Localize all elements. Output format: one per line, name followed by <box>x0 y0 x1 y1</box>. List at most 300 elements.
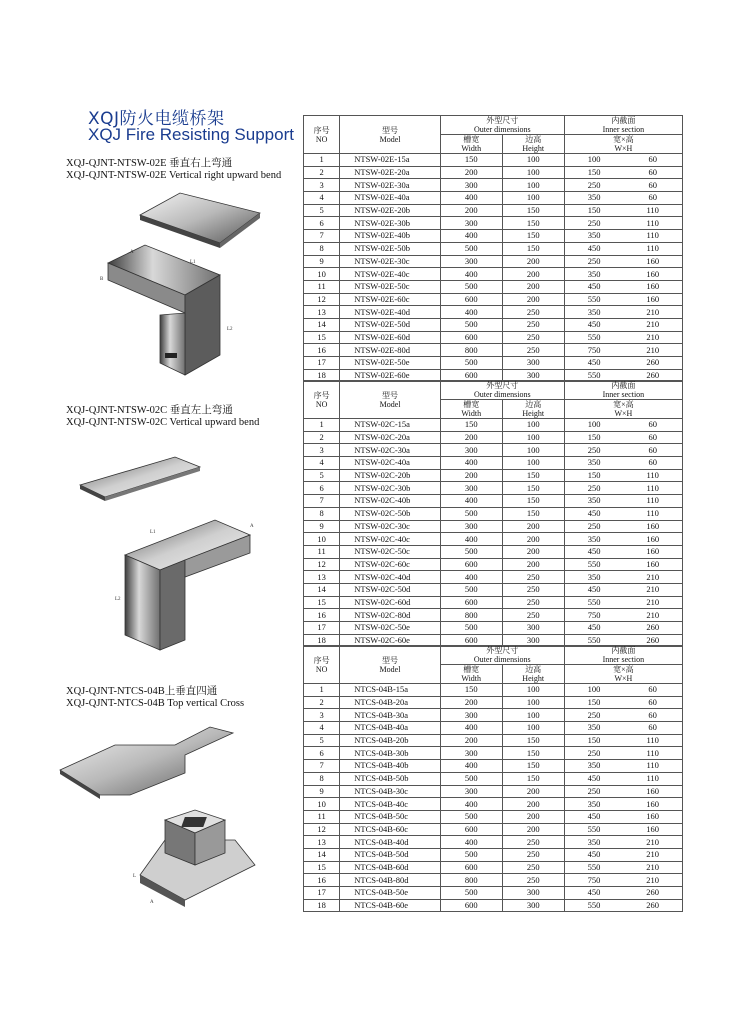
row-model: NTSW-02E-30c <box>340 255 441 268</box>
row-model: NTSW-02C-30b <box>340 482 441 495</box>
row-width: 600 <box>440 558 502 571</box>
row-width: 300 <box>440 255 502 268</box>
row-height: 250 <box>502 836 564 849</box>
header-model: 型号 Model <box>340 646 440 684</box>
row-inner-height: 60 <box>623 431 682 444</box>
header-height: 边高 Height <box>502 135 564 154</box>
row-inner-height: 260 <box>623 899 682 912</box>
row-height: 250 <box>502 583 564 596</box>
table-row <box>304 772 683 785</box>
table-row <box>304 874 683 887</box>
row-no: 6 <box>304 747 340 760</box>
row-model: NTSW-02E-40c <box>340 268 441 281</box>
product-label-cn: XQJ-QJNT-NTSW-02C 垂直左上弯通 <box>66 405 233 416</box>
row-model: NTCS-04B-20b <box>340 734 440 747</box>
row-inner-height: 210 <box>623 583 682 596</box>
row-height: 200 <box>502 293 564 306</box>
header-outer: 外型尺寸 Outer dimensions <box>440 381 564 400</box>
product-label-2 <box>66 405 259 429</box>
row-model: NTSW-02C-20b <box>340 469 441 482</box>
row-height: 250 <box>502 596 564 609</box>
row-no: 2 <box>304 696 340 709</box>
row-no: 6 <box>304 482 340 495</box>
page-title-en: XQJ Fire Resisting Support <box>88 125 294 144</box>
row-height: 100 <box>502 684 564 697</box>
row-height: 150 <box>502 242 564 255</box>
row-model: NTCS-04B-15a <box>340 684 440 697</box>
table-row <box>304 444 683 457</box>
row-inner-height: 160 <box>623 558 682 571</box>
row-model: NTSW-02E-50e <box>340 357 441 370</box>
row-no: 11 <box>304 280 340 293</box>
row-no: 1 <box>304 419 340 432</box>
row-no: 2 <box>304 166 340 179</box>
row-width: 500 <box>440 280 502 293</box>
row-inner-height: 110 <box>623 469 682 482</box>
row-model: NTSW-02C-40b <box>340 495 441 508</box>
row-inner-height: 60 <box>623 684 682 697</box>
row-width: 300 <box>440 482 502 495</box>
row-inner-width: 550 <box>564 596 623 609</box>
row-model: NTCS-04B-40c <box>340 798 440 811</box>
row-no: 17 <box>304 357 340 370</box>
row-inner-width: 250 <box>564 709 623 722</box>
row-inner-height: 60 <box>623 154 682 167</box>
table-row <box>304 810 683 823</box>
row-inner-height: 110 <box>623 230 682 243</box>
row-width: 600 <box>440 823 502 836</box>
row-model: NTSW-02C-60c <box>340 558 441 571</box>
row-inner-width: 550 <box>564 634 623 647</box>
row-width: 400 <box>440 230 502 243</box>
row-inner-width: 350 <box>564 533 623 546</box>
row-no: 14 <box>304 848 340 861</box>
row-inner-width: 450 <box>564 318 623 331</box>
header-width: 槽宽 Width <box>440 400 502 419</box>
row-inner-height: 210 <box>623 836 682 849</box>
row-height: 100 <box>502 457 564 470</box>
row-height: 100 <box>502 166 564 179</box>
row-height: 150 <box>502 482 564 495</box>
row-height: 150 <box>502 204 564 217</box>
row-no: 11 <box>304 810 340 823</box>
row-inner-width: 350 <box>564 306 623 319</box>
row-width: 400 <box>440 571 502 584</box>
row-model: NTCS-04B-50d <box>340 848 440 861</box>
row-inner-width: 450 <box>564 280 623 293</box>
header-no: 序号 NO <box>304 116 340 154</box>
row-inner-height: 110 <box>623 482 682 495</box>
row-inner-width: 550 <box>564 369 623 382</box>
table-row <box>304 583 683 596</box>
row-no: 9 <box>304 255 340 268</box>
row-inner-width: 350 <box>564 760 623 773</box>
table-row <box>304 887 683 900</box>
row-model: NTCS-04B-50b <box>340 772 440 785</box>
row-model: NTSW-02C-30c <box>340 520 441 533</box>
row-height: 150 <box>502 230 564 243</box>
row-model: NTSW-02E-30a <box>340 179 441 192</box>
row-inner-width: 350 <box>564 268 623 281</box>
row-model: NTCS-04B-50e <box>340 887 440 900</box>
row-no: 15 <box>304 331 340 344</box>
row-model: NTCS-04B-60d <box>340 861 440 874</box>
row-inner-width: 350 <box>564 798 623 811</box>
row-inner-height: 160 <box>623 545 682 558</box>
table-row <box>304 596 683 609</box>
row-height: 200 <box>502 280 564 293</box>
row-width: 300 <box>440 444 502 457</box>
row-no: 4 <box>304 722 340 735</box>
spec-table-04b <box>303 645 683 912</box>
row-no: 13 <box>304 306 340 319</box>
row-height: 150 <box>502 469 564 482</box>
dimension-label-a: A <box>250 524 254 529</box>
row-inner-height: 60 <box>623 166 682 179</box>
row-model: NTSW-02E-60c <box>340 293 441 306</box>
row-height: 200 <box>502 810 564 823</box>
row-height: 200 <box>502 255 564 268</box>
table-row <box>304 457 683 470</box>
row-inner-height: 110 <box>623 507 682 520</box>
row-inner-height: 110 <box>623 495 682 508</box>
row-width: 500 <box>440 242 502 255</box>
row-width: 400 <box>440 760 502 773</box>
table-row <box>304 785 683 798</box>
row-inner-width: 250 <box>564 785 623 798</box>
row-inner-height: 160 <box>623 798 682 811</box>
row-inner-width: 250 <box>564 179 623 192</box>
row-no: 13 <box>304 571 340 584</box>
row-inner-width: 350 <box>564 571 623 584</box>
row-model: NTCS-04B-80d <box>340 874 440 887</box>
dimension-label-a: A <box>130 250 134 255</box>
row-inner-height: 110 <box>623 242 682 255</box>
row-width: 500 <box>440 887 502 900</box>
header-outer: 外型尺寸 Outer dimensions <box>440 646 564 665</box>
row-height: 100 <box>502 154 564 167</box>
table-row <box>304 520 683 533</box>
row-inner-height: 110 <box>623 760 682 773</box>
row-model: NTCS-04B-30b <box>340 747 440 760</box>
row-model: NTSW-02C-60d <box>340 596 441 609</box>
row-no: 18 <box>304 369 340 382</box>
row-height: 150 <box>502 217 564 230</box>
row-width: 600 <box>440 596 502 609</box>
row-inner-height: 210 <box>623 609 682 622</box>
row-height: 200 <box>502 798 564 811</box>
table-row <box>304 760 683 773</box>
row-model: NTCS-04B-40d <box>340 836 440 849</box>
row-no: 11 <box>304 545 340 558</box>
row-inner-height: 210 <box>623 331 682 344</box>
row-height: 200 <box>502 545 564 558</box>
row-height: 150 <box>502 760 564 773</box>
row-no: 15 <box>304 596 340 609</box>
row-height: 100 <box>502 431 564 444</box>
row-model: NTSW-02E-20a <box>340 166 441 179</box>
header-no: 序号 NO <box>304 381 340 419</box>
dimension-label-l2: L2 <box>115 597 121 602</box>
row-inner-width: 350 <box>564 495 623 508</box>
vertical-right-upward-bend-illustration <box>80 185 280 385</box>
table-row <box>304 293 683 306</box>
row-width: 300 <box>440 747 502 760</box>
row-no: 2 <box>304 431 340 444</box>
table-row <box>304 482 683 495</box>
header-inner: 内截面 Inner section <box>564 381 682 400</box>
row-width: 500 <box>440 622 502 635</box>
row-no: 1 <box>304 154 340 167</box>
product-label-3 <box>66 686 244 710</box>
product-label-en: XQJ-QJNT-NTSW-02E Vertical right upward bend <box>66 170 282 181</box>
row-no: 17 <box>304 887 340 900</box>
row-width: 800 <box>440 609 502 622</box>
row-height: 150 <box>502 507 564 520</box>
row-width: 200 <box>440 469 502 482</box>
row-inner-height: 210 <box>623 571 682 584</box>
row-width: 500 <box>440 583 502 596</box>
table-row <box>304 734 683 747</box>
spec-table-02c <box>303 380 683 647</box>
row-width: 400 <box>440 798 502 811</box>
row-inner-height: 60 <box>623 696 682 709</box>
row-width: 300 <box>440 709 502 722</box>
row-model: NTSW-02C-60e <box>340 634 441 647</box>
row-model: NTSW-02E-20b <box>340 204 441 217</box>
table-row <box>304 192 683 205</box>
row-inner-height: 160 <box>623 823 682 836</box>
row-inner-height: 60 <box>623 419 682 432</box>
row-height: 250 <box>502 609 564 622</box>
row-model: NTSW-02C-50d <box>340 583 441 596</box>
row-height: 250 <box>502 306 564 319</box>
row-width: 500 <box>440 318 502 331</box>
table-row <box>304 268 683 281</box>
row-width: 400 <box>440 533 502 546</box>
table-row <box>304 344 683 357</box>
row-inner-width: 550 <box>564 558 623 571</box>
row-inner-height: 260 <box>623 622 682 635</box>
row-inner-height: 160 <box>623 785 682 798</box>
row-inner-width: 550 <box>564 823 623 836</box>
row-width: 800 <box>440 874 502 887</box>
header-height: 边高 Height <box>502 400 564 419</box>
row-no: 3 <box>304 444 340 457</box>
row-model: NTSW-02C-50c <box>340 545 441 558</box>
row-no: 15 <box>304 861 340 874</box>
row-height: 300 <box>502 369 564 382</box>
table-row <box>304 836 683 849</box>
table-row <box>304 419 683 432</box>
row-width: 200 <box>440 431 502 444</box>
row-model: NTSW-02E-60d <box>340 331 441 344</box>
table-row <box>304 242 683 255</box>
row-height: 150 <box>502 747 564 760</box>
row-inner-width: 250 <box>564 217 623 230</box>
row-height: 200 <box>502 268 564 281</box>
row-inner-height: 60 <box>623 444 682 457</box>
row-inner-width: 150 <box>564 469 623 482</box>
row-no: 16 <box>304 874 340 887</box>
table-row <box>304 798 683 811</box>
row-no: 7 <box>304 495 340 508</box>
row-height: 200 <box>502 558 564 571</box>
header-width: 槽宽 Width <box>440 135 502 154</box>
row-inner-height: 210 <box>623 318 682 331</box>
row-height: 200 <box>502 785 564 798</box>
table-row <box>304 318 683 331</box>
row-height: 100 <box>502 696 564 709</box>
row-no: 14 <box>304 583 340 596</box>
row-model: NTCS-04B-30a <box>340 709 440 722</box>
row-inner-height: 160 <box>623 520 682 533</box>
page-title-cn: XQJ防火电缆桥架 <box>88 109 225 129</box>
row-model: NTSW-02E-40a <box>340 192 441 205</box>
row-no: 1 <box>304 684 340 697</box>
row-inner-height: 60 <box>623 722 682 735</box>
row-model: NTSW-02C-15a <box>340 419 441 432</box>
row-no: 3 <box>304 709 340 722</box>
table-row <box>304 899 683 912</box>
header-model: 型号 Model <box>340 381 441 419</box>
header-no: 序号 NO <box>304 646 340 684</box>
table-row <box>304 154 683 167</box>
row-width: 600 <box>440 634 502 647</box>
row-height: 300 <box>502 887 564 900</box>
row-height: 100 <box>502 722 564 735</box>
row-model: NTSW-02E-50c <box>340 280 441 293</box>
row-height: 250 <box>502 344 564 357</box>
dimension-label-l1: L1 <box>150 530 156 535</box>
row-inner-width: 550 <box>564 293 623 306</box>
table-row <box>304 280 683 293</box>
row-model: NTCS-04B-60e <box>340 899 440 912</box>
row-inner-width: 450 <box>564 848 623 861</box>
row-model: NTSW-02C-30a <box>340 444 441 457</box>
table-row <box>304 709 683 722</box>
row-inner-height: 260 <box>623 357 682 370</box>
row-no: 17 <box>304 622 340 635</box>
row-width: 800 <box>440 344 502 357</box>
row-height: 200 <box>502 520 564 533</box>
row-inner-width: 250 <box>564 520 623 533</box>
row-width: 400 <box>440 306 502 319</box>
table-row <box>304 331 683 344</box>
row-width: 600 <box>440 331 502 344</box>
row-height: 250 <box>502 848 564 861</box>
row-inner-width: 350 <box>564 230 623 243</box>
row-inner-height: 210 <box>623 344 682 357</box>
row-no: 5 <box>304 204 340 217</box>
row-inner-width: 350 <box>564 457 623 470</box>
top-vertical-cross-illustration <box>55 715 270 915</box>
row-height: 100 <box>502 444 564 457</box>
row-inner-height: 260 <box>623 634 682 647</box>
row-model: NTSW-02C-80d <box>340 609 441 622</box>
product-label-cn: XQJ-QJNT-NTSW-02E 垂直右上弯通 <box>66 158 233 169</box>
row-inner-height: 110 <box>623 734 682 747</box>
row-no: 9 <box>304 785 340 798</box>
table-row <box>304 469 683 482</box>
row-inner-height: 160 <box>623 280 682 293</box>
row-no: 13 <box>304 836 340 849</box>
table-row <box>304 255 683 268</box>
row-height: 300 <box>502 634 564 647</box>
row-inner-height: 60 <box>623 192 682 205</box>
row-inner-width: 150 <box>564 431 623 444</box>
row-height: 200 <box>502 823 564 836</box>
row-model: NTSW-02C-40c <box>340 533 441 546</box>
row-width: 600 <box>440 369 502 382</box>
row-inner-height: 160 <box>623 255 682 268</box>
row-height: 150 <box>502 734 564 747</box>
row-width: 300 <box>440 785 502 798</box>
dimension-label-l1: L1 <box>190 260 196 265</box>
row-width: 300 <box>440 217 502 230</box>
row-no: 16 <box>304 344 340 357</box>
table-row <box>304 696 683 709</box>
row-inner-height: 160 <box>623 533 682 546</box>
row-inner-height: 210 <box>623 848 682 861</box>
row-width: 400 <box>440 192 502 205</box>
row-inner-width: 750 <box>564 609 623 622</box>
row-inner-height: 110 <box>623 217 682 230</box>
row-inner-width: 150 <box>564 696 623 709</box>
row-inner-height: 160 <box>623 268 682 281</box>
row-no: 18 <box>304 634 340 647</box>
row-no: 6 <box>304 217 340 230</box>
table-row <box>304 823 683 836</box>
table-row <box>304 306 683 319</box>
row-inner-height: 60 <box>623 709 682 722</box>
row-no: 10 <box>304 268 340 281</box>
row-inner-height: 210 <box>623 874 682 887</box>
row-no: 8 <box>304 507 340 520</box>
row-width: 150 <box>440 154 502 167</box>
table-row <box>304 722 683 735</box>
row-no: 7 <box>304 230 340 243</box>
row-width: 600 <box>440 293 502 306</box>
row-width: 400 <box>440 495 502 508</box>
row-width: 150 <box>440 419 502 432</box>
row-inner-width: 350 <box>564 836 623 849</box>
row-width: 200 <box>440 204 502 217</box>
row-height: 300 <box>502 899 564 912</box>
row-inner-width: 450 <box>564 583 623 596</box>
row-no: 8 <box>304 772 340 785</box>
row-model: NTSW-02C-50e <box>340 622 441 635</box>
row-inner-width: 150 <box>564 166 623 179</box>
table-row <box>304 357 683 370</box>
header-wh: 宽×高 W×H <box>564 400 682 419</box>
row-inner-width: 100 <box>564 419 623 432</box>
row-no: 5 <box>304 469 340 482</box>
row-inner-width: 450 <box>564 242 623 255</box>
row-inner-width: 250 <box>564 482 623 495</box>
table-row <box>304 230 683 243</box>
row-inner-height: 210 <box>623 306 682 319</box>
row-width: 200 <box>440 734 502 747</box>
row-inner-height: 110 <box>623 747 682 760</box>
row-model: NTSW-02E-40b <box>340 230 441 243</box>
row-model: NTSW-02C-50b <box>340 507 441 520</box>
table-row <box>304 861 683 874</box>
row-inner-width: 450 <box>564 810 623 823</box>
product-label-1 <box>66 158 281 182</box>
dimension-label-l2: L2 <box>227 327 233 332</box>
header-model: 型号 Model <box>340 116 441 154</box>
